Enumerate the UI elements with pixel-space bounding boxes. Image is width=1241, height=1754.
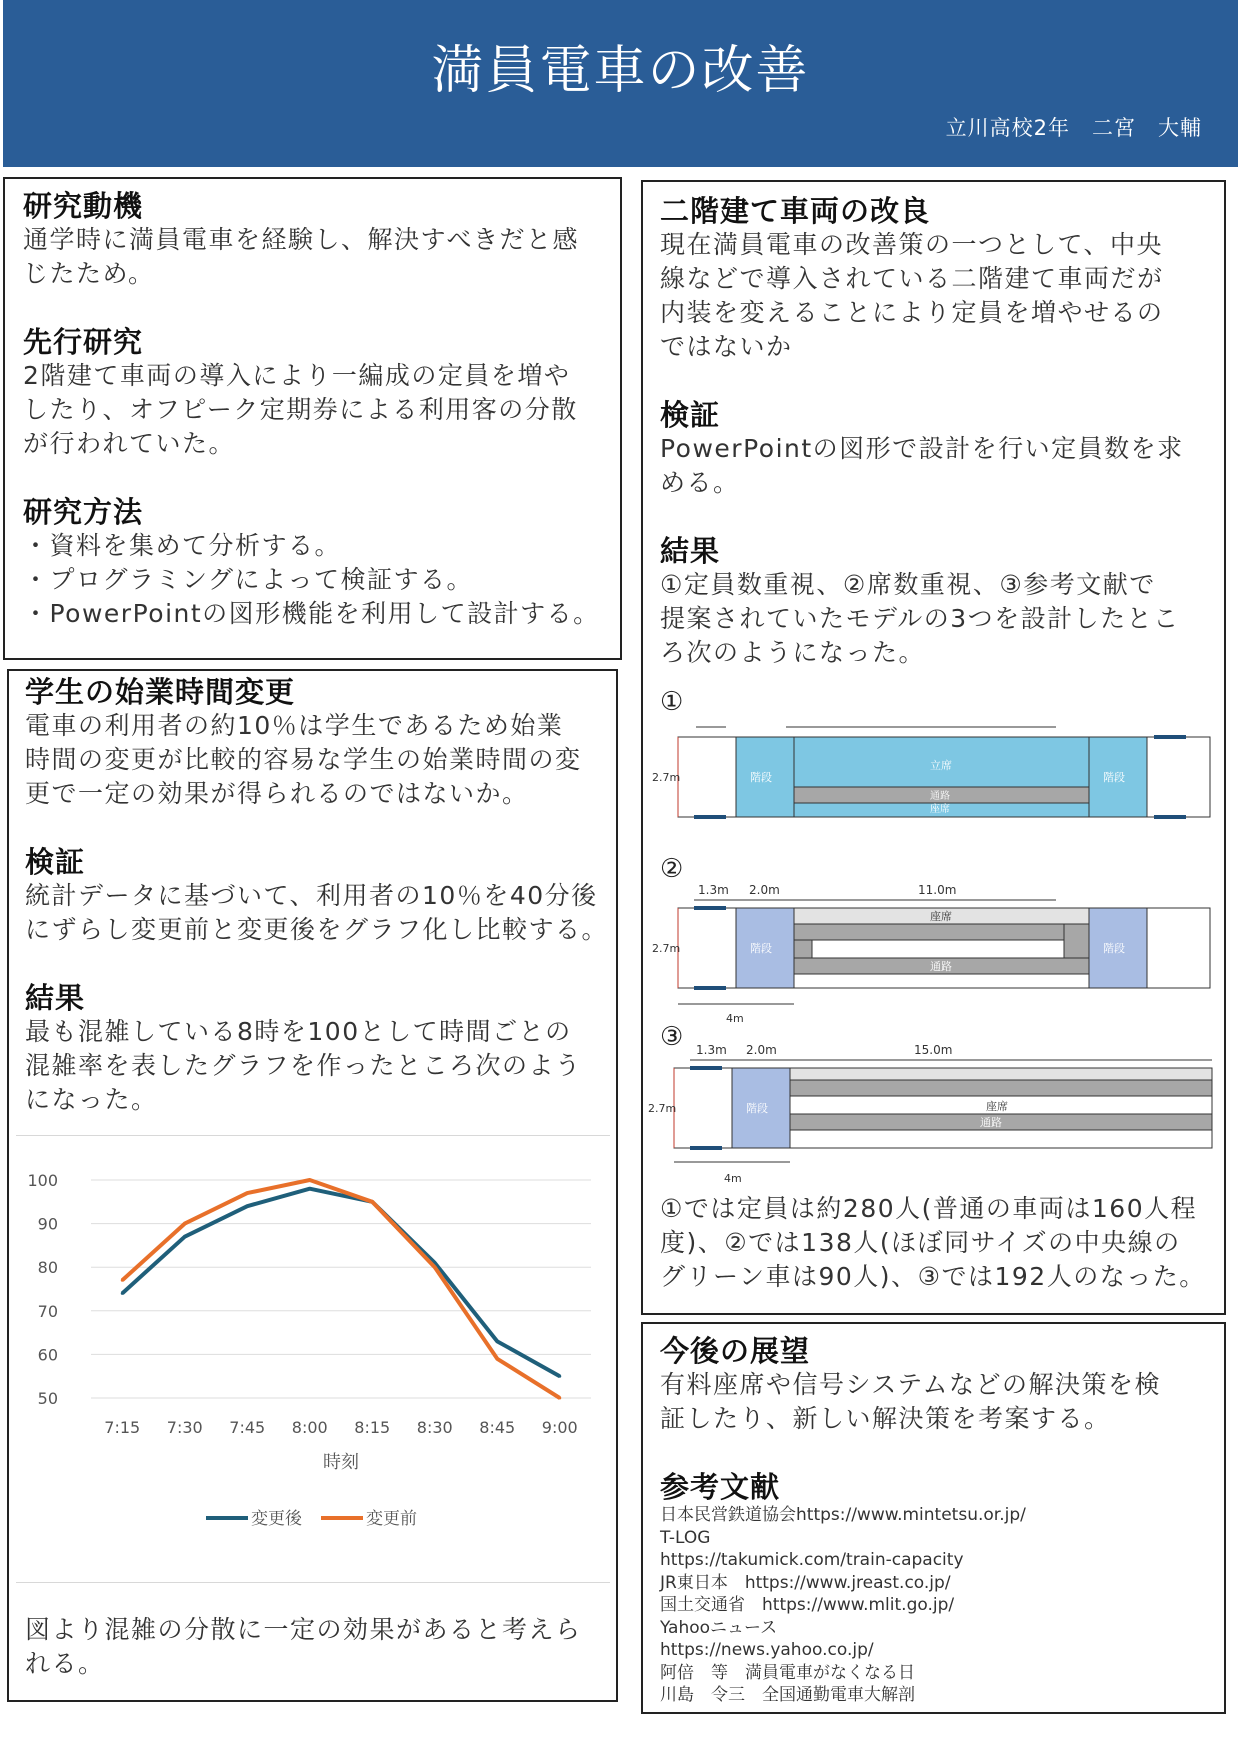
student-result-line: になった。 [25,1085,158,1114]
student-line: 電車の利用者の約10％は学生であるため始業 [25,711,564,740]
height-label: 2.7m [652,771,681,784]
reference-item: JR東日本 https://www.jreast.co.jp/ [660,1572,951,1593]
y-tick-label: 50 [37,1389,58,1408]
double-deck-line: 内装を変えることにより定員を増やせるの [660,298,1164,327]
x-tick-label: 8:30 [416,1418,453,1437]
chart-svg [16,1136,610,1584]
outlook-heading: 今後の展望 [660,1334,811,1368]
data-point [371,1200,374,1203]
height-label: 2.7m [652,942,681,955]
seat-row [794,924,1064,940]
student-result-line: 最も混雑している8時を100として時間ごとの [25,1017,572,1046]
outlook-line: 証したり、新しい解決策を考案する。 [660,1404,1111,1433]
y-tick-label: 70 [37,1301,58,1321]
y-tick-label: 90 [37,1214,58,1234]
double-deck-heading: 二階建て車両の改良 [660,194,931,228]
dd-verify-line: める。 [660,468,740,497]
student-verify-line: にずらし変更前と変更後をグラフ化し比較する。 [25,915,609,944]
stairs-label: 階段 [1103,942,1125,955]
data-point [121,1279,124,1282]
dd-result-heading: 結果 [660,534,721,568]
poster-header [3,0,1238,167]
diagram-3-svg [646,1044,1216,1194]
double-deck-line: 現在満員電車の改善策の一つとして、中央 [660,230,1164,259]
dd-verify-line: PowerPointの図形で設計を行い定員数を求 [660,434,1184,463]
seat-band [790,1068,1212,1080]
dim-label: 4m [724,1172,742,1185]
data-point [246,1192,249,1195]
seat-row [794,940,812,958]
student-line: 時間の変更が比較的容易な学生の始業時間の変 [25,745,582,774]
student-result-heading: 結果 [25,981,86,1015]
dim-label: 4m [726,1012,744,1025]
double-deck-line: 線などで導入されている二階建て車両だが [660,264,1164,293]
data-point [496,1340,499,1343]
double-deck-line: ではないか [660,332,793,361]
data-point [308,1187,311,1190]
dim-label: 2.0m [746,1044,777,1057]
legend-label: 変更前 [366,1509,417,1529]
y-tick-label: 60 [37,1345,58,1365]
refs-heading: 参考文献 [660,1470,781,1504]
x-tick-label: 7:15 [104,1418,141,1437]
congestion-chart [16,1135,610,1583]
dd-final [660,1192,1206,1294]
dd-final-line: ①では定員は約280人(普通の車両は160人程 [660,1194,1198,1223]
prior-heading: 先行研究 [23,325,144,359]
student-result-line: 混雑率を表したグラフを作ったところ次のよう [25,1051,582,1080]
data-point [496,1357,499,1360]
data-point [121,1292,124,1295]
poster-title: 満員電車の改善 [431,41,810,101]
x-tick-label: 9:00 [541,1418,578,1437]
outlook-box [641,1322,1226,1714]
height-label: 2.7m [648,1102,677,1115]
standing-label: 立席 [930,759,952,772]
x-axis-title: 時刻 [323,1452,359,1473]
diagram-number: ③ [660,1022,684,1052]
stairs-label: 階段 [746,1102,768,1115]
dd-verify-heading: 検証 [660,398,721,432]
dd-result-line: ろ次のようになった。 [660,638,926,667]
prior-line: したり、オフピーク定期券による利用客の分散 [23,395,578,424]
stairs-label: 階段 [750,771,772,784]
dim-label: 15.0m [914,1044,953,1057]
series-line [122,1189,560,1376]
reference-item: T-LOG [660,1527,711,1548]
y-tick-label: 80 [37,1258,58,1278]
reference-item: 阿倍 等 満員電車がなくなる日 [660,1662,915,1683]
outlook-line: 有料座席や信号システムなどの解決策を検 [660,1370,1162,1399]
dim-label: 1.3m [698,884,729,897]
x-tick-label: 8:15 [354,1418,391,1437]
double-deck-box [641,180,1226,1315]
data-point [308,1179,311,1182]
seat-row [1064,924,1089,958]
reference-item: Yahooニュース [660,1617,778,1638]
intro-box [3,177,622,660]
aisle-label: 通路 [930,960,952,973]
aisle-label: 通路 [980,1116,1002,1129]
student-heading: 学生の始業時間変更 [25,675,296,709]
method-heading: 研究方法 [23,495,144,529]
motivation-line: じたため。 [23,259,155,288]
seat-label: 座席 [986,1100,1008,1113]
diagram-number: ② [660,854,684,884]
x-tick-label: 7:45 [229,1418,266,1437]
data-point [558,1375,561,1378]
reference-item: https://takumick.com/train-capacity [660,1550,964,1570]
diagram-1-svg [646,717,1216,857]
conclusion-line: れる。 [25,1649,105,1678]
data-point [433,1266,436,1269]
reference-item: 国土交通省 https://www.mlit.go.jp/ [660,1595,955,1615]
x-tick-label: 8:00 [291,1418,328,1437]
poster-author: 立川高校2年 二宮 大輔 [945,116,1202,140]
x-tick-label: 8:45 [479,1418,516,1437]
data-point [183,1222,186,1225]
diagram-2-svg [646,884,1216,1034]
seat-row [790,1080,1212,1096]
y-tick-label: 100 [27,1171,58,1190]
data-point [183,1235,186,1238]
diagram-number: ① [660,687,684,717]
dd-final-line: 度)、②では138人(ほぼ同サイズの中央線の [660,1228,1181,1257]
data-point [558,1397,561,1400]
stairs-label: 階段 [1103,771,1125,784]
motivation-heading: 研究動機 [23,189,144,223]
method-line: ・資料を集めて分析する。 [23,531,342,560]
reference-item: 川島 令三 全国通勤電車大解剖 [660,1685,915,1705]
dd-result-line: 提案されていたモデルの3つを設計したとこ [660,604,1180,633]
legend-label: 変更後 [251,1509,302,1529]
student-line: 更で一定の効果が得られるのではないか。 [25,779,529,808]
dim-label: 2.0m [749,884,780,897]
method-line: ・PowerPointの図形機能を利用して設計する。 [23,599,600,628]
series-line [122,1180,560,1398]
prior-line: が行われていた。 [23,429,236,458]
conclusion-line: 図より混雑の分散に一定の効果があると考えら [25,1615,582,1644]
seat-label: 座席 [930,804,950,815]
chart-caption [25,1613,582,1681]
student-verify-heading: 検証 [25,845,86,879]
data-point [246,1205,249,1208]
student-box [7,669,618,1702]
dim-label: 11.0m [918,884,957,897]
student-verify-line: 統計データに基づいて、利用者の10％を40分後 [25,881,598,910]
dd-final-line: グリーン車は90人)、③では192人のなった。 [660,1262,1206,1291]
motivation-line: 通学時に満員電車を経験し、解決すべきだと感 [23,225,580,254]
reference-item: https://news.yahoo.co.jp/ [660,1640,874,1660]
seat-label: 座席 [930,910,952,923]
stairs-label: 階段 [750,942,772,955]
dim-label: 1.3m [696,1044,727,1057]
reference-item: 日本民営鉄道協会https://www.mintetsu.or.jp/ [660,1505,1026,1525]
aisle-label: 通路 [930,791,950,802]
method-line: ・プログラミングによって検証する。 [23,565,474,594]
prior-line: 2階建て車両の導入により一編成の定員を増や [23,361,571,390]
dd-result-line: ①定員数重視、②席数重視、③参考文献で [660,570,1156,599]
x-tick-label: 7:30 [166,1418,203,1437]
